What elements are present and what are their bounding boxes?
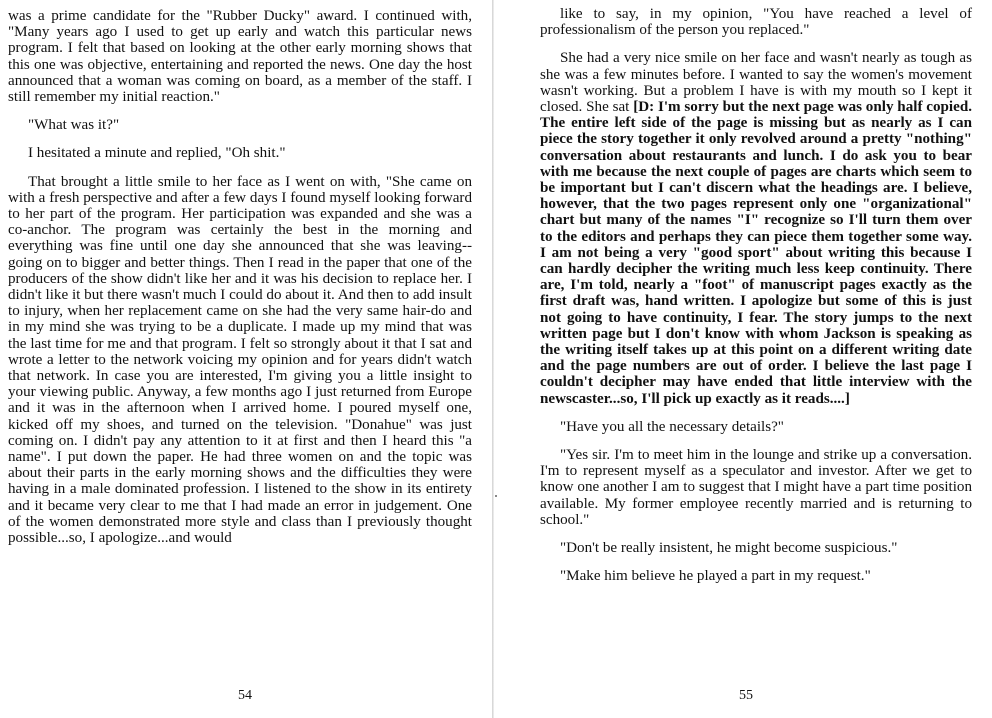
book-gutter (492, 0, 494, 718)
page-number: 54 (238, 688, 252, 703)
paragraph (540, 6, 972, 38)
paragraph: I hesitated a minute and replied, "Oh shit." (28, 145, 286, 162)
paragraph: "What was it?" (28, 117, 120, 134)
paragraph: was a prime candidate for the "Rubber Ducky" award. I continued with, "Many years ago I used to get up early and watch this particular news program. I felt that based on looking at the other early morning shows that this one was objective, entertaining and reported the news. One day the host announced that a woman was coming on board, as a member of the staff. I still remember my initial reaction." (8, 8, 472, 106)
paragraph: "Yes sir. I'm to meet him in the lounge and strike up a conversation. I'm to represent myself as a speculator and investor. After we get to know one another I am to suggest that I might have a part time position available. My former employee recently married and is returning to school." (540, 447, 972, 528)
paragraph: "Don't be really insistent, he might become suspicious." (560, 540, 898, 557)
scan-speck (495, 495, 497, 497)
right-page (500, 0, 992, 718)
left-page (0, 0, 490, 718)
page-number: 55 (739, 688, 753, 703)
paragraph-text: She had a very nice smile on her face and wasn't nearly as tough as she was a few minutes before. I wanted to say the women's movement wasn't working. But a problem I have is with my mouth so I kept it closed. She sat (540, 50, 972, 116)
paragraph: "Make him believe he played a part in my request." (560, 568, 871, 585)
editor-note: [D: I'm sorry but the next page was only half copied. The entire left side of the page is missing but as nearly as I can piece the story together it only revolved around a pretty "nothing" conversation about restaurants and lunch. I do ask you to bear with me because the next couple of pages are charts which seem to be important but I can't discern what the headings are. I believe, however, that the two pages represent only one "organizational" chart but many of the names "I" recognize so I'll turn them over to the editors and perhaps they can piece them together some way. I am not being a very "good sport" about writing this because I can hardly decipher the writing much less keep continuity. There are, I'm told, nearly a "foot" of manuscript pages exactly as the first draft was, hand written. I apologize but some of this is just not going to have continuity, I fear. The story jumps to the next written page but I don't know with whom Jackson is speaking as the writing itself takes up at this point on a different writing date and the page numbers are out of order. I believe the last page I couldn't decipher may have ended that little interview with the newscaster...so, I'll pick up exactly as it reads....] (540, 99, 972, 407)
paragraph: "Have you all the necessary details?" (560, 418, 784, 435)
paragraph-text: like to say, in my opinion, "You have reached a level of professionalism of the person you replaced." (540, 6, 972, 39)
paragraph: That brought a little smile to her face as I went on with, "She came on with a fresh perspective and after a few days I found myself looking forward to her part of the program. Her participation was expanded and she was a co-anchor. The program was certainly the best in the morning and everything was fine until one day she announced that she was leaving--going on to bigger and better things. Then I read in the paper that one of the producers of the show didn't like her and it was his decision to replace her. I didn't like it but there wasn't much I could do about it. And then to add insult to injury, when her replacement came on she had the very same hair-do and in my mind she was trying to be a duplicate. I made up my mind that was the last time for me and that program. I felt so strongly about it that I sat and wrote a letter to the network voicing my opinion and for years didn't watch that network. In case you are interested, I'm giving you a little insight to your viewing public. Anyway, a few months ago I just returned from Europe and it was in the afternoon when I arrived home. I poured myself one, kicked off my shoes, and turned on the television. "Donahue" was just coming on. I didn't pay any attention to it at first and then I heard this "a name". I put down the paper. He had three women on and the topic was about their parts in the early morning shows and the difficulties they were having in a male dominated profession. I listened to the show in its entirety and it became very clear to me that I had made an error in judgement. One of the women demonstrated more style and class than I previously thought possible...so, I apologize...and would (8, 173, 472, 547)
paragraph (540, 50, 972, 406)
